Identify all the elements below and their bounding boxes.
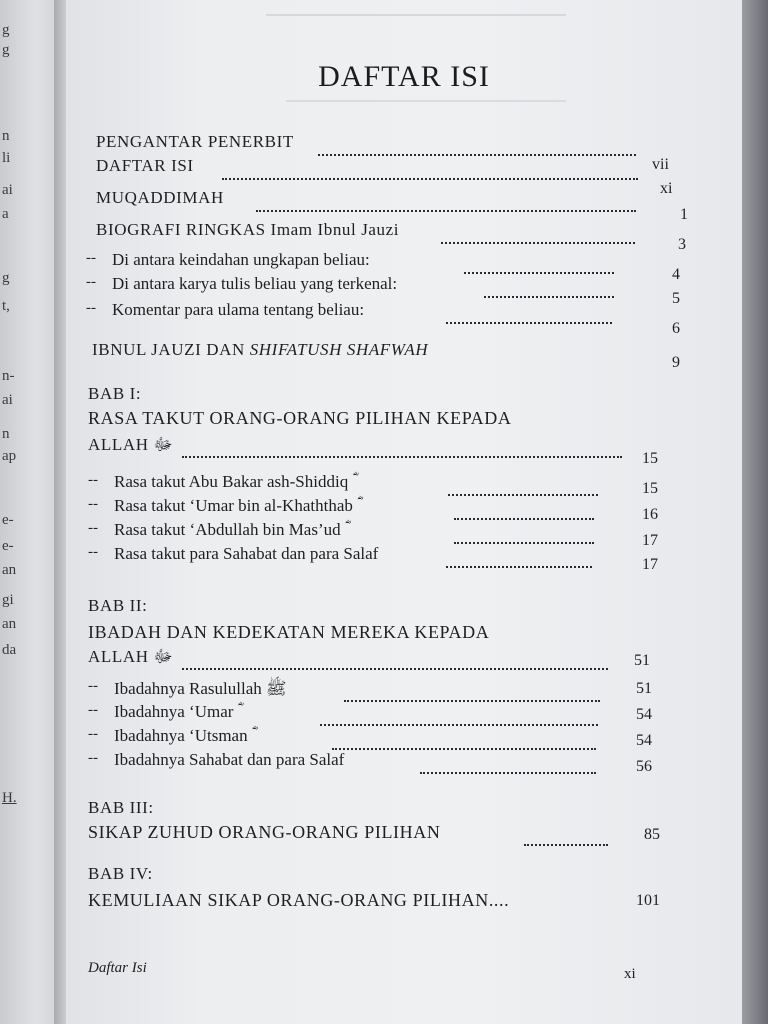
entry-title: Ibadahnya Sahabat dan para Salaf [114, 750, 345, 769]
dash-marker: -- [88, 750, 98, 766]
toc-subentry[interactable] [88, 544, 698, 573]
left-page-text: an [2, 616, 17, 632]
toc-entry[interactable] [96, 156, 696, 197]
dash-marker: -- [88, 472, 98, 488]
dash-marker: -- [86, 250, 96, 266]
toc-subentry[interactable] [88, 726, 698, 752]
left-page-text: g [2, 22, 10, 38]
running-footer-title: Daftar Isi [88, 960, 147, 976]
entry-title-italic: SHIFATUSH SHAFWAH [249, 340, 429, 359]
dash-marker: -- [88, 496, 98, 512]
chapter-title-line2: ALLAH ﷻ [88, 435, 173, 454]
toc-subentry[interactable] [88, 496, 698, 522]
page-number: 9 [672, 354, 680, 371]
left-page-text: ai [2, 182, 13, 198]
left-page-text: H. [2, 790, 17, 806]
dot-leader [182, 434, 622, 458]
dash-marker: -- [88, 520, 98, 536]
page-number: 17 [642, 532, 658, 549]
dot-leader [318, 132, 636, 156]
dot-leader [256, 188, 636, 212]
left-page-text: ap [2, 448, 17, 464]
chapter-number: BAB I: [88, 384, 142, 403]
dot-leader [524, 822, 608, 846]
page-number: 17 [642, 556, 658, 573]
toc-entry[interactable] [88, 822, 698, 848]
page-number: vii [652, 156, 669, 173]
entry-title: Komentar para ulama tentang beliau: [112, 300, 365, 319]
left-page-text: a [2, 206, 9, 222]
toc-page [66, 0, 742, 1024]
page-number: 5 [672, 290, 680, 307]
page-number: 15 [642, 450, 658, 467]
dot-leader [420, 750, 596, 774]
toc-entry[interactable] [96, 220, 696, 253]
page-number: 16 [642, 506, 658, 523]
dash-marker: -- [88, 544, 98, 560]
page-edge-shadow [742, 0, 768, 1024]
left-page [0, 0, 60, 1024]
dot-leader [441, 220, 635, 244]
toc-entry[interactable] [88, 646, 698, 672]
entry-title: MUQADDIMAH [96, 188, 224, 207]
left-page-text: da [2, 642, 17, 658]
page-number: 85 [644, 826, 660, 843]
dot-leader [446, 544, 592, 568]
page-number: 6 [672, 320, 680, 337]
page-number: 54 [636, 706, 652, 723]
entry-title: Ibadahnya Rasulullah ﷺ [114, 679, 287, 698]
page-number: 101 [636, 892, 660, 909]
dash-marker: -- [88, 726, 98, 742]
left-page-text: t, [2, 298, 10, 314]
left-page-text: n [2, 128, 10, 144]
dot-leader [320, 702, 598, 726]
toc-entry[interactable] [88, 890, 698, 916]
entry-title: Ibadahnya ‘Umar ؓ [114, 702, 238, 721]
chapter-title: SIKAP ZUHUD ORANG-ORANG PILIHAN [88, 822, 441, 842]
left-page-text: n- [2, 368, 15, 384]
toc-entry[interactable] [96, 132, 666, 158]
left-page-text: g [2, 42, 10, 58]
left-page-text: gi [2, 592, 14, 608]
entry-title-rest: Imam Ibnul Jauzi [265, 220, 400, 239]
toc-entry[interactable] [88, 434, 698, 467]
chapter-title[interactable]: IBADAH DAN KEDEKATAN MEREKA KEPADA [88, 622, 490, 642]
dot-leader [332, 726, 596, 750]
page-number: 51 [634, 652, 650, 669]
toc-subentry[interactable] [88, 702, 698, 728]
page-number: 4 [672, 266, 680, 283]
chapter-title-line2: ALLAH ﷻ [88, 647, 173, 666]
page-number: 56 [636, 758, 652, 775]
chapter-number: BAB III: [88, 798, 154, 817]
chapter-number: BAB IV: [88, 864, 153, 883]
entry-title: Ibadahnya ‘Utsman ؓ [114, 726, 252, 745]
entry-title-caps: IBNUL JAUZI DAN [92, 340, 250, 359]
dash-marker: -- [86, 300, 96, 316]
entry-title: Rasa takut ‘Umar bin al-Khaththab ؓ [114, 496, 358, 515]
left-page-text: n [2, 426, 10, 442]
entry-title-caps: BIOGRAFI RINGKAS [96, 220, 266, 239]
dot-leader [222, 156, 638, 180]
toc-entry[interactable] [96, 188, 696, 223]
chapter-number: BAB II: [88, 596, 148, 615]
entry-title: PENGANTAR PENERBIT [96, 132, 294, 151]
left-page-text: e- [2, 538, 14, 554]
entry-title: DAFTAR ISI [96, 156, 194, 175]
toc-subentry[interactable] [86, 274, 686, 307]
toc-subentry[interactable] [88, 472, 698, 498]
entry-title [96, 220, 399, 240]
toc-entry[interactable] [92, 340, 692, 371]
entry-title: Rasa takut ‘Abdullah bin Mas’ud ؓ [114, 520, 345, 539]
left-page-text: ai [2, 392, 13, 408]
page-number: 15 [642, 480, 658, 497]
left-page-text: li [2, 150, 11, 166]
entry-title: Di antara karya tulis beliau yang terkenal: [112, 274, 398, 293]
page-number: 1 [680, 206, 688, 223]
show-through-line [286, 100, 566, 102]
left-page-text: e- [2, 512, 14, 528]
page-number: 3 [678, 236, 686, 253]
dot-leader [344, 678, 600, 702]
entry-title: Rasa takut para Sahabat dan para Salaf [114, 544, 379, 563]
toc-subentry[interactable] [86, 300, 686, 337]
left-page-text: an [2, 562, 17, 578]
toc-subentry[interactable] [88, 678, 698, 704]
dash-marker: -- [86, 274, 96, 290]
dash-marker: -- [88, 678, 98, 694]
dot-leader [454, 520, 594, 544]
left-page-text: g [2, 270, 10, 286]
chapter-title[interactable]: RASA TAKUT ORANG-ORANG PILIHAN KEPADA [88, 408, 512, 428]
entry-title: Di antara keindahan ungkapan beliau: [112, 250, 370, 269]
dot-leader [464, 250, 614, 274]
page-number: 54 [636, 732, 652, 749]
chapter-title: KEMULIAAN SIKAP ORANG-ORANG PILIHAN.... [88, 890, 510, 910]
dot-leader [446, 300, 612, 324]
dot-leader [484, 274, 614, 298]
dash-marker: -- [88, 702, 98, 718]
dot-leader [454, 496, 594, 520]
entry-title [92, 340, 428, 360]
toc-subentry[interactable] [88, 520, 698, 549]
entry-title: Rasa takut Abu Bakar ash-Shiddiq ؓ [114, 472, 353, 491]
dot-leader [448, 472, 598, 496]
show-through-line [266, 14, 566, 16]
page-number: xi [660, 180, 673, 197]
toc-subentry[interactable] [86, 250, 686, 283]
page-number: 51 [636, 680, 652, 697]
page-title: DAFTAR ISI [318, 60, 490, 93]
dot-leader [182, 646, 608, 670]
folio-page-number: xi [624, 966, 636, 982]
toc-subentry[interactable] [88, 750, 698, 776]
